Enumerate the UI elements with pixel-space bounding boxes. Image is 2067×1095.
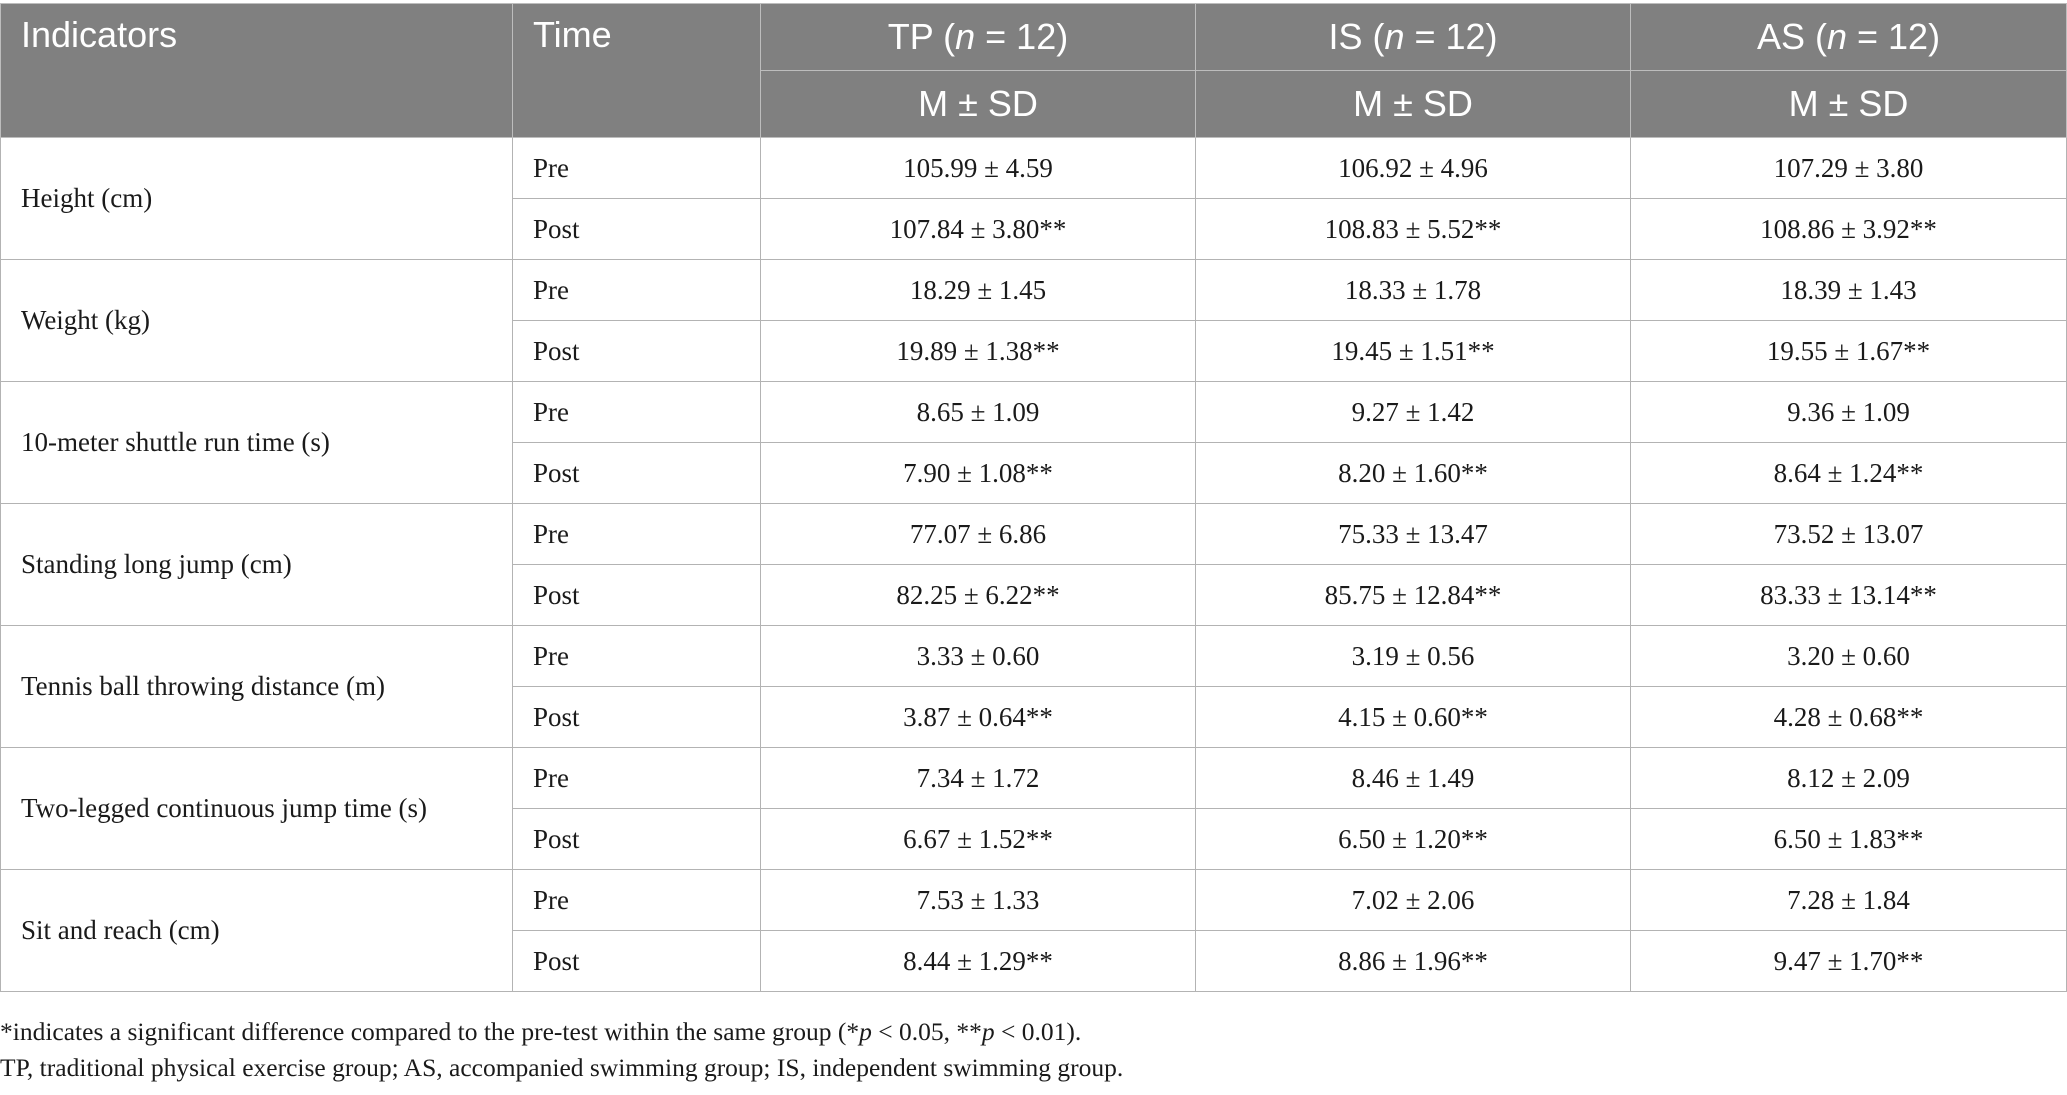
table-row-height-pre	[1, 138, 2067, 199]
value-cell-tp: 107.84 ± 3.80**	[761, 199, 1196, 260]
table-body	[1, 138, 2067, 992]
value-cell-as: 83.33 ± 13.14**	[1631, 565, 2067, 626]
footnote-text: < 0.01).	[994, 1017, 1082, 1046]
results-table	[0, 3, 2067, 992]
n-value: = 12)	[1847, 16, 1941, 57]
header-group-as: AS (n = 12)	[1631, 4, 2067, 71]
value-cell-is: 18.33 ± 1.78	[1196, 260, 1631, 321]
indicator-cell: Weight (kg)	[1, 260, 513, 382]
value-cell-is: 85.75 ± 12.84**	[1196, 565, 1631, 626]
header-indicators: Indicators	[1, 4, 513, 138]
value-cell-is: 106.92 ± 4.96	[1196, 138, 1631, 199]
value-cell-as: 9.36 ± 1.09	[1631, 382, 2067, 443]
n-value: = 12)	[975, 16, 1069, 57]
value-cell-as: 8.12 ± 2.09	[1631, 748, 2067, 809]
value-cell-is: 4.15 ± 0.60**	[1196, 687, 1631, 748]
indicator-cell: Height (cm)	[1, 138, 513, 260]
table-row-longjump-pre	[1, 504, 2067, 565]
value-cell-as: 6.50 ± 1.83**	[1631, 809, 2067, 870]
time-cell: Pre	[513, 748, 761, 809]
value-cell-tp: 8.65 ± 1.09	[761, 382, 1196, 443]
value-cell-as: 18.39 ± 1.43	[1631, 260, 2067, 321]
value-cell-tp: 7.90 ± 1.08**	[761, 443, 1196, 504]
time-cell: Post	[513, 809, 761, 870]
time-cell: Pre	[513, 382, 761, 443]
table-row-tennisball-pre	[1, 626, 2067, 687]
value-cell-as: 7.28 ± 1.84	[1631, 870, 2067, 931]
time-cell: Post	[513, 931, 761, 992]
time-cell: Post	[513, 443, 761, 504]
header-group-tp: TP (n = 12)	[761, 4, 1196, 71]
time-cell: Post	[513, 199, 761, 260]
header-stat-as: M ± SD	[1631, 71, 2067, 138]
group-name: AS	[1756, 16, 1805, 57]
time-cell: Pre	[513, 626, 761, 687]
header-stat-is: M ± SD	[1196, 71, 1631, 138]
header-time: Time	[513, 4, 761, 138]
value-cell-tp: 7.53 ± 1.33	[761, 870, 1196, 931]
value-cell-as: 108.86 ± 3.92**	[1631, 199, 2067, 260]
p-symbol: p	[859, 1017, 872, 1046]
table-footnotes	[0, 1014, 2066, 1086]
value-cell-as: 3.20 ± 0.60	[1631, 626, 2067, 687]
time-cell: Pre	[513, 504, 761, 565]
n-label: n	[1384, 16, 1405, 57]
time-cell: Post	[513, 687, 761, 748]
value-cell-tp: 8.44 ± 1.29**	[761, 931, 1196, 992]
value-cell-tp: 19.89 ± 1.38**	[761, 321, 1196, 382]
value-cell-is: 19.45 ± 1.51**	[1196, 321, 1631, 382]
group-name: IS	[1328, 16, 1363, 57]
header-row-groups	[1, 4, 2067, 71]
indicator-cell: Standing long jump (cm)	[1, 504, 513, 626]
value-cell-is: 8.46 ± 1.49	[1196, 748, 1631, 809]
indicator-cell: 10-meter shuttle run time (s)	[1, 382, 513, 504]
value-cell-tp: 7.34 ± 1.72	[761, 748, 1196, 809]
n-value: = 12)	[1404, 16, 1498, 57]
n-label: n	[955, 16, 976, 57]
footnote-text: *indicates a significant difference compared to the pre-test within the same group (*	[0, 1017, 860, 1046]
value-cell-as: 107.29 ± 3.80	[1631, 138, 2067, 199]
value-cell-tp: 82.25 ± 6.22**	[761, 565, 1196, 626]
indicator-cell: Two-legged continuous jump time (s)	[1, 748, 513, 870]
value-cell-is: 75.33 ± 13.47	[1196, 504, 1631, 565]
n-label: n	[1826, 16, 1847, 57]
value-cell-is: 6.50 ± 1.20**	[1196, 809, 1631, 870]
table-row-shuttle-pre	[1, 382, 2067, 443]
indicator-cell: Sit and reach (cm)	[1, 870, 513, 992]
header-stat-tp: M ± SD	[761, 71, 1196, 138]
significance-footnote	[0, 1014, 2066, 1050]
value-cell-tp: 77.07 ± 6.86	[761, 504, 1196, 565]
indicator-cell: Tennis ball throwing distance (m)	[1, 626, 513, 748]
value-cell-tp: 3.33 ± 0.60	[761, 626, 1196, 687]
table-header	[1, 4, 2067, 138]
table-row-twolegjump-pre	[1, 748, 2067, 809]
p-symbol: p	[981, 1017, 995, 1046]
value-cell-as: 19.55 ± 1.67**	[1631, 321, 2067, 382]
value-cell-as: 8.64 ± 1.24**	[1631, 443, 2067, 504]
time-cell: Post	[513, 565, 761, 626]
value-cell-as: 4.28 ± 0.68**	[1631, 687, 2067, 748]
value-cell-is: 7.02 ± 2.06	[1196, 870, 1631, 931]
header-group-is: IS (n = 12)	[1196, 4, 1631, 71]
value-cell-is: 9.27 ± 1.42	[1196, 382, 1631, 443]
footnote-text: < 0.05, **	[871, 1017, 982, 1046]
value-cell-tp: 18.29 ± 1.45	[761, 260, 1196, 321]
time-cell: Post	[513, 321, 761, 382]
value-cell-is: 3.19 ± 0.56	[1196, 626, 1631, 687]
table-row-sitreach-pre	[1, 870, 2067, 931]
value-cell-as: 9.47 ± 1.70**	[1631, 931, 2067, 992]
results-table-container	[0, 3, 2066, 992]
value-cell-tp: 3.87 ± 0.64**	[761, 687, 1196, 748]
abbreviation-footnote: TP, traditional physical exercise group; AS, accompanied swimming group; IS, independent swimming group.	[0, 1053, 1124, 1082]
time-cell: Pre	[513, 260, 761, 321]
value-cell-tp: 105.99 ± 4.59	[761, 138, 1196, 199]
time-cell: Pre	[513, 870, 761, 931]
group-name: TP	[887, 16, 934, 57]
value-cell-is: 8.86 ± 1.96**	[1196, 931, 1631, 992]
value-cell-as: 73.52 ± 13.07	[1631, 504, 2067, 565]
time-cell: Pre	[513, 138, 761, 199]
table-row-weight-pre	[1, 260, 2067, 321]
value-cell-is: 108.83 ± 5.52**	[1196, 199, 1631, 260]
value-cell-tp: 6.67 ± 1.52**	[761, 809, 1196, 870]
value-cell-is: 8.20 ± 1.60**	[1196, 443, 1631, 504]
